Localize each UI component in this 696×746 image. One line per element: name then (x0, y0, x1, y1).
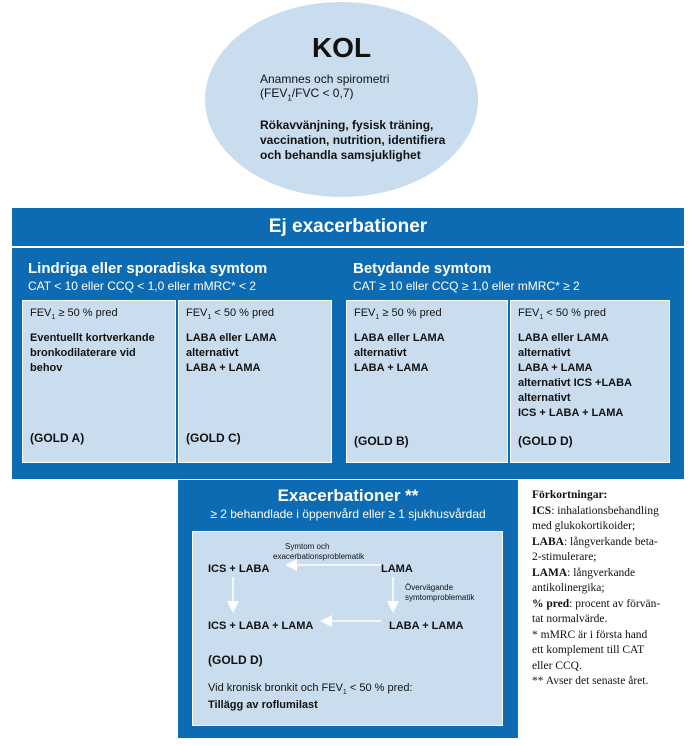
bronkit-text: Vid kronisk bronkit och FEV (208, 682, 343, 694)
fev-label: FEV (518, 307, 540, 319)
cell-treatment (186, 331, 326, 376)
abbr-desc: : inhalationsbehandling (551, 504, 659, 517)
treatment-line: behov (30, 362, 63, 374)
abbr-desc: : procent av förvän- (569, 597, 661, 610)
treatment-line: alternativt (186, 347, 239, 359)
note-line: Symtom och (285, 542, 330, 551)
abbr-ics (532, 504, 692, 520)
treatment-line: LABA eller LAMA (518, 332, 609, 344)
fev-label: FEV (354, 307, 376, 319)
group-criteria-mild: CAT < 10 eller CCQ < 1,0 eller mMRC* < 2 (28, 279, 256, 293)
abbreviations (532, 488, 692, 690)
treatment-line: bronkodilaterare vid (30, 347, 136, 359)
cell-fev (30, 307, 118, 321)
gold-label: (GOLD A) (30, 431, 85, 445)
group-title-significant: Betydande symtom (353, 260, 492, 277)
fev-sub: 1 (51, 314, 56, 322)
fev-threshold: < 50 % pred (211, 307, 274, 319)
bronkit-threshold: < 50 % pred: (346, 682, 413, 694)
note-line: Övervägande (405, 583, 454, 592)
kol-actions (260, 118, 470, 163)
kol-anamnes (260, 72, 460, 105)
gold-label: (GOLD B) (354, 434, 409, 448)
fev-threshold: ≥ 50 % pred (379, 307, 442, 319)
node-ics-laba: ICS + LABA (208, 563, 270, 575)
abbr-heading: Förkortningar: (532, 489, 608, 501)
abbr-pred (532, 597, 692, 613)
abbr-desc: : långverkande beta- (563, 535, 658, 548)
note-line: symtomproblematik (405, 593, 475, 602)
exacerbationer-criteria: ≥ 2 behandlade i öppenvård eller ≥ 1 sjukhusvårdad (210, 507, 486, 521)
note-line: exacerbationsproblematik (273, 552, 365, 561)
kol-action-line: och behandla samsjuklighet (260, 148, 421, 162)
abbr-key: ICS (532, 504, 552, 517)
footnote-mmrc: * mMRC är i första hand (532, 628, 648, 641)
treatment-line: alternativt (518, 347, 571, 359)
note-symtom-exacerbation (273, 542, 364, 562)
cell-fev (354, 307, 442, 321)
exacerbationer-panel (178, 480, 518, 738)
fev-label: (FEV (260, 86, 288, 100)
abbr-key: LABA (532, 535, 564, 548)
ej-exacerbationer-panel (12, 208, 684, 479)
footnote-mmrc: ett komplement till CAT (532, 644, 645, 656)
fev-threshold: < 50 % pred (543, 307, 606, 319)
abbr-laba (532, 535, 692, 551)
cell-gold-c (178, 300, 332, 463)
abbr-desc: 2-stimulerare; (532, 551, 597, 563)
ej-exacerbationer-header: Ej exacerbationer (12, 208, 684, 248)
treatment-line: LABA eller LAMA (186, 332, 277, 344)
treatment-line: LABA eller LAMA (354, 332, 445, 344)
abbr-key: LAMA (532, 566, 568, 579)
exacerbationer-flow (192, 531, 503, 726)
fev-sub: 1 (207, 314, 212, 322)
fev-threshold: ≥ 50 % pred (55, 307, 118, 319)
gold-label: (GOLD D) (208, 653, 263, 667)
fev-label: FEV (30, 307, 52, 319)
abbr-desc: : långverkande (567, 566, 636, 579)
footnote-exacerbation: ** Avser det senaste året. (532, 675, 649, 687)
node-laba-lama: LABA + LAMA (389, 620, 464, 632)
treatment-line: alternativt ICS +LABA (518, 377, 632, 389)
abbr-desc: med glukokortikoider; (532, 520, 636, 532)
bronkit-condition (208, 682, 413, 696)
fev-sub: 1 (342, 689, 347, 697)
fev-sub: 1 (375, 314, 380, 322)
note-symtom-problematik (405, 583, 474, 603)
exacerbationer-title: Exacerbationer ** (277, 486, 419, 505)
cell-treatment (354, 331, 494, 376)
kol-action-line: vaccination, nutrition, identifiera (260, 133, 446, 147)
treatment-line: ICS + LABA + LAMA (518, 407, 624, 419)
cell-gold-d (510, 300, 670, 463)
treatment-line: LABA + LAMA (518, 362, 593, 374)
treatment-line: LABA + LAMA (354, 362, 429, 374)
cell-gold-a (22, 300, 176, 463)
treatment-line: alternativt (354, 347, 407, 359)
treatment-line: LABA + LAMA (186, 362, 261, 374)
kol-ellipse (205, 2, 478, 197)
kol-action-line: Rökavvänjning, fysisk träning, (260, 118, 434, 132)
group-title-mild: Lindriga eller sporadiska symtom (28, 260, 268, 277)
gold-label: (GOLD D) (518, 434, 573, 448)
treatment-line: alternativt (518, 392, 571, 404)
fvc-ratio: /FVC < 0,7) (291, 86, 354, 100)
kol-title: KOL (311, 32, 372, 63)
kol-anamnes-line2 (260, 86, 460, 105)
cell-fev (186, 307, 274, 321)
node-ics-laba-lama: ICS + LABA + LAMA (208, 620, 314, 632)
cell-gold-b (346, 300, 508, 463)
kol-anamnes-line1: Anamnes och spirometri (260, 72, 390, 86)
cell-fev (518, 307, 606, 321)
cell-treatment (30, 331, 170, 376)
abbr-desc: tat normalvärde. (532, 613, 608, 625)
fev-label: FEV (186, 307, 208, 319)
group-criteria-significant: CAT ≥ 10 eller CCQ ≥ 1,0 eller mMRC* ≥ 2 (353, 279, 580, 293)
treatment-line: Eventuellt kortverkande (30, 332, 155, 344)
fev-sub: 1 (287, 93, 292, 103)
gold-label: (GOLD C) (186, 431, 241, 445)
node-lama: LAMA (381, 563, 413, 575)
abbr-lama (532, 566, 692, 582)
abbr-desc: antikolinergika; (532, 582, 605, 594)
footnote-mmrc: eller CCQ. (532, 659, 582, 672)
abbr-key: % pred (532, 597, 570, 610)
roflumilast-addition: Tillägg av roflumilast (208, 699, 318, 711)
cell-treatment (518, 331, 658, 421)
fev-sub: 1 (539, 314, 544, 322)
